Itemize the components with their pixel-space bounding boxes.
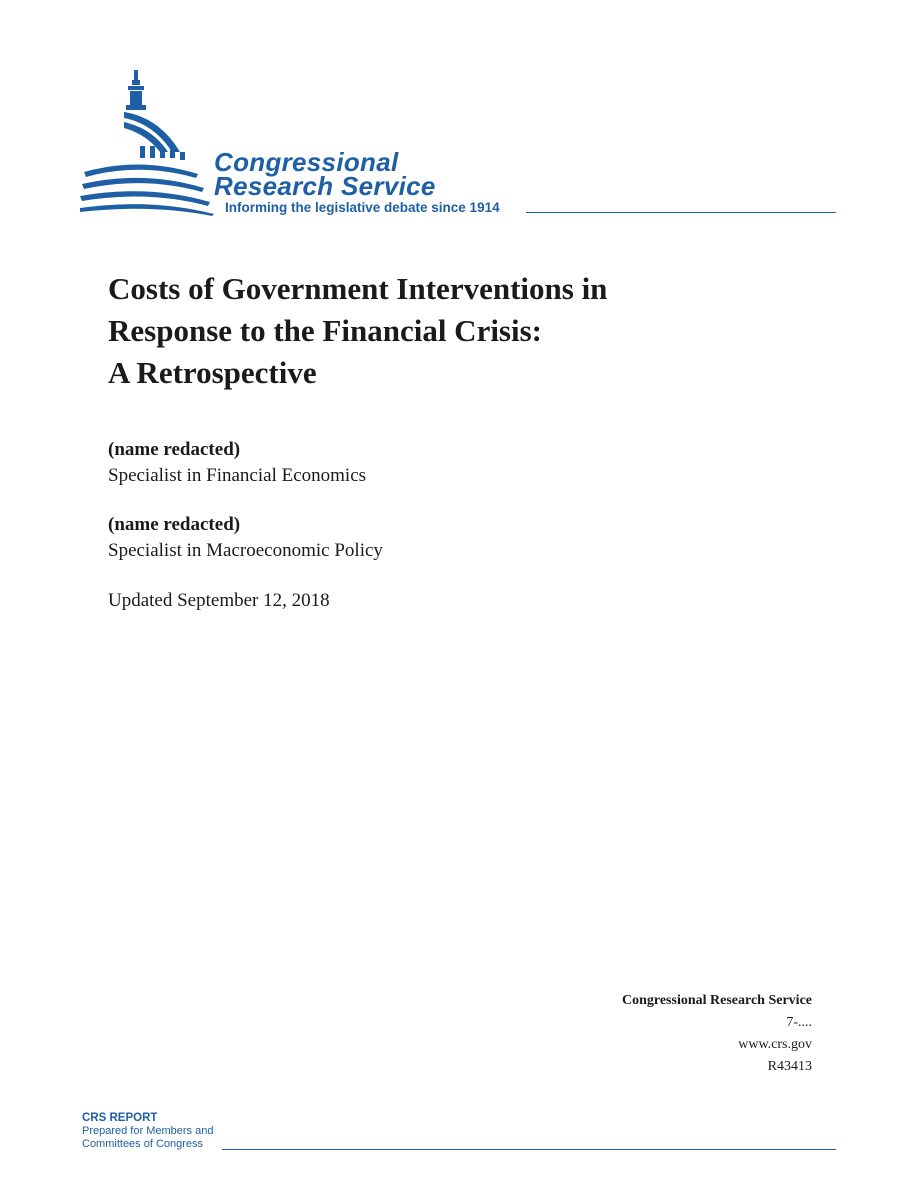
crs-logo bbox=[80, 66, 840, 226]
report-title bbox=[108, 268, 808, 394]
meta-code: 7-.... bbox=[786, 1015, 812, 1030]
logo-rule bbox=[526, 212, 836, 213]
title-line2: Response to the Financial Crisis: bbox=[108, 313, 542, 348]
author-name: (name redacted) bbox=[108, 514, 241, 535]
author-1 bbox=[108, 437, 366, 489]
meta-org: Congressional Research Service bbox=[621, 993, 812, 1008]
footer-rule bbox=[222, 1149, 836, 1150]
logo-name-line1: Congressional bbox=[214, 147, 399, 177]
meta-report-number: R43413 bbox=[767, 1059, 812, 1074]
footer-line1: Prepared for Members and bbox=[82, 1125, 214, 1137]
logo-tagline: Informing the legislative debate since 1914 bbox=[225, 200, 500, 215]
author-role: Specialist in Financial Economics bbox=[108, 465, 367, 486]
footer-heading: CRS REPORT bbox=[82, 1112, 158, 1124]
author-name: (name redacted) bbox=[108, 439, 241, 460]
capitol-dome-icon bbox=[80, 66, 220, 216]
meta-url[interactable]: www.crs.gov bbox=[738, 1037, 812, 1052]
updated-date: Updated September 12, 2018 bbox=[108, 590, 330, 611]
footer-line2: Committees of Congress bbox=[82, 1138, 204, 1150]
title-line3: A Retrospective bbox=[108, 355, 317, 390]
author-2 bbox=[108, 512, 383, 564]
crs-report-footer bbox=[82, 1112, 838, 1156]
logo-name-line2: Research Service bbox=[214, 171, 436, 201]
report-meta bbox=[622, 990, 812, 1078]
title-line1: Costs of Government Interventions in bbox=[108, 271, 608, 306]
author-role: Specialist in Macroeconomic Policy bbox=[108, 540, 383, 561]
